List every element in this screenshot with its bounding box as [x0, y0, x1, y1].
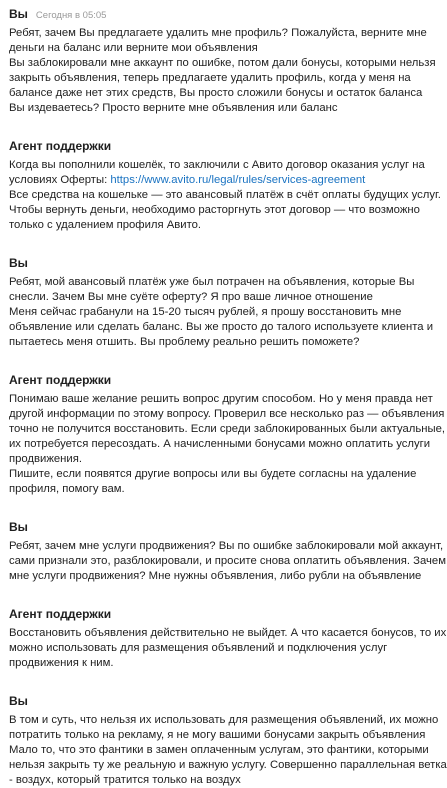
message-line: профиля, помогу вам.: [9, 483, 125, 495]
message-line: Вы заблокировали мне аккаунт по ошибке, потом дали бонусы, которыми нельзя: [9, 57, 436, 69]
message-line: их потребуется пересоздать. А начисленными бонусами можно оплатить услуги: [9, 438, 431, 450]
message-line: Меня сейчас грабанули на 15-20 тысяч рублей, я прошу восстановить мне: [9, 306, 402, 318]
message-line: продвижения к ним.: [9, 657, 114, 669]
message-header: [9, 519, 392, 539]
message-support: [9, 138, 441, 233]
message-line: Чтобы вернуть деньги, необходимо расторгнуть этот договор — что возможно: [9, 204, 420, 216]
message-header: [9, 6, 392, 26]
message-user: [9, 519, 446, 584]
message-body: [9, 26, 436, 116]
message-header: [9, 372, 392, 392]
message-timestamp: Сегодня в 05:05: [35, 10, 107, 21]
message-line: сами признали это, разблокировали, и просите снова оплатить объявления. Зачем: [9, 555, 446, 567]
message-author: Агент поддержки: [9, 373, 112, 387]
message-header: [9, 255, 392, 275]
message-line: В том и суть, что нельзя их использовать для размещения объявлений, их можно: [9, 714, 439, 726]
message-line: Понимаю ваше желание решить вопрос другим способом. Но у меня правда нет: [9, 393, 433, 405]
message-author: Вы: [9, 7, 28, 21]
message-line: продвижения.: [9, 453, 82, 465]
message-user: [9, 6, 436, 116]
message-body: [9, 713, 447, 788]
message-line: [9, 173, 392, 188]
message-line: точно не получится восстановить. Если среди заблокированных были актуальные,: [9, 423, 446, 435]
offer-prefix: условиях Оферты:: [9, 174, 111, 186]
message-line: объявление или сделать баланс. Вы же просто до талого используете клиента и: [9, 321, 434, 333]
message-author: Агент поддержки: [9, 607, 112, 621]
message-line: пытаетесь меня отшить. Вы проблему реально решить поможете?: [9, 336, 360, 348]
message-line: балансе даже нет этих средств, Вы просто сложили бонусы и остаток баланса: [9, 87, 423, 99]
message-header: [9, 138, 392, 158]
message-line: снесли. Зачем Вы мне суёте оферту? Я про ваше личное отношение: [9, 291, 373, 303]
message-header: [9, 606, 392, 626]
message-line: мне услуги продвижения? Мне нужны объявления, либо рубли на объявление: [9, 570, 422, 582]
message-line: только с удалением профиля Авито.: [9, 219, 202, 231]
message-line: Восстановить объявления действительно не выйдет. А что касается бонусов, то их: [9, 627, 447, 639]
message-body: [9, 392, 446, 497]
message-line: Когда вы пополнили кошелёк, то заключили с Авито договор оказания услуг на: [9, 159, 425, 171]
message-line: другой информации по этому вопросу. Проверил все несколько раз — объявления: [9, 408, 445, 420]
offer-link[interactable]: https://www.avito.ru/legal/rules/services-agreement: [110, 174, 366, 186]
message-line: Ребят, зачем мне услуги продвижения? Вы по ошибке заблокировали мой аккаунт,: [9, 540, 444, 552]
message-line: закрыть объявления, теперь предлагаете удалить профиль, когда у меня на: [9, 72, 411, 84]
message-author: Вы: [9, 694, 28, 708]
message-body: [9, 275, 434, 350]
message-line: Ребят, зачем Вы предлагаете удалить мне профиль? Пожалуйста, верните мне: [9, 27, 427, 39]
message-user: [9, 693, 447, 788]
message-header: [9, 693, 392, 713]
message-author: Агент поддержки: [9, 139, 112, 153]
message-line: Мало то, что это фантики в замен оплаченным услугам, это фантики, которыми: [9, 744, 429, 756]
message-line: Все средства на кошельке — это авансовый платёж в счёт оплаты будущих услуг.: [9, 189, 441, 201]
message-line: Вы издеваетесь? Просто верните мне объявления или баланс: [9, 102, 338, 114]
message-line: можно использовать для размещения объявлений и подключения услуг: [9, 642, 388, 654]
message-body: [9, 539, 446, 584]
message-support: [9, 372, 446, 497]
message-author: Вы: [9, 520, 28, 534]
message-body: [9, 158, 441, 233]
message-user: [9, 255, 434, 350]
message-line: нельзя закрыть ту же реальную и важную услугу. Совершенно параллельная ветка: [9, 759, 447, 771]
message-author: Вы: [9, 256, 28, 270]
message-body: [9, 626, 447, 671]
message-support: [9, 606, 447, 671]
message-line: потратить только на рекламу, я не могу вашими бонусами закрыть объявления: [9, 729, 426, 741]
message-line: Пишите, если появятся другие вопросы или вы будете согласны на удаление: [9, 468, 417, 480]
message-line: - воздух, который тратится только на воздух: [9, 774, 241, 786]
message-line: Ребят, мой авансовый платёж уже был потрачен на объявления, которые Вы: [9, 276, 415, 288]
message-line: деньги на баланс или верните мои объявления: [9, 42, 258, 54]
